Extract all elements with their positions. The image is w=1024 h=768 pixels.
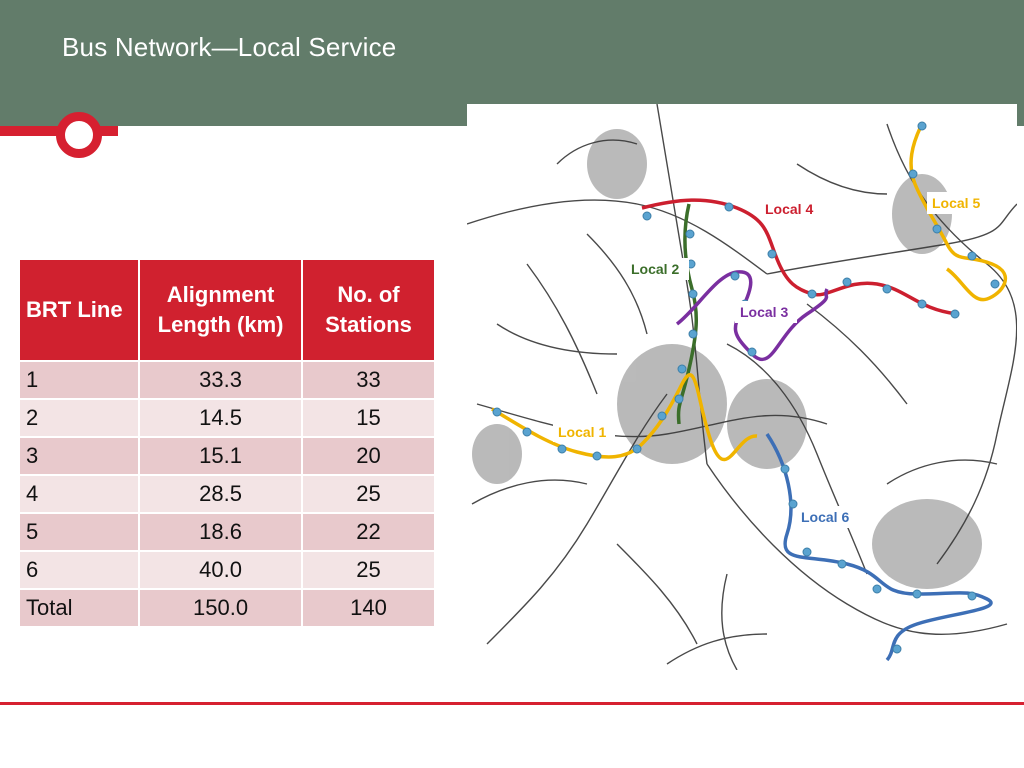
slide-title: Bus Network—Local Service [62,32,397,62]
footer-rule [0,702,1024,705]
cell-stations: 33 [302,361,435,399]
cell-line: 4 [19,475,139,513]
table-row [19,551,435,589]
cell-stations: 15 [302,399,435,437]
cell-length: 28.5 [139,475,302,513]
header-stations: No. of Stations [302,259,435,361]
route-map [467,104,1017,670]
cell-stations: 22 [302,513,435,551]
label-local-5: Local 5 [932,195,981,211]
header-alignment-length: Alignment Length (km) [139,259,302,361]
label-local-4: Local 4 [765,201,814,217]
table-header-row [19,259,435,361]
route-map-svg [467,104,1017,670]
table-row [19,475,435,513]
label-local-3: Local 3 [740,304,789,320]
table-row [19,437,435,475]
header-brt-line: BRT Line [19,259,139,361]
cell-length: 14.5 [139,399,302,437]
table-row [19,513,435,551]
cell-line: 6 [19,551,139,589]
table-row [19,361,435,399]
cell-line: 2 [19,399,139,437]
cell-length: 33.3 [139,361,302,399]
label-local-6: Local 6 [801,509,850,525]
brt-table [18,258,436,628]
cell-stations: 140 [302,589,435,627]
cell-stations: 25 [302,475,435,513]
cell-length: 18.6 [139,513,302,551]
cell-length: 15.1 [139,437,302,475]
table-row-total [19,589,435,627]
accent-ring-icon [56,112,102,158]
cell-line: 3 [19,437,139,475]
cell-line: Total [19,589,139,627]
cell-length: 150.0 [139,589,302,627]
table-row [19,399,435,437]
cell-line: 1 [19,361,139,399]
label-local-1: Local 1 [558,424,607,440]
cell-length: 40.0 [139,551,302,589]
cell-stations: 20 [302,437,435,475]
cell-line: 5 [19,513,139,551]
label-local-2: Local 2 [631,261,680,277]
cell-stations: 25 [302,551,435,589]
urban-areas [472,129,982,589]
